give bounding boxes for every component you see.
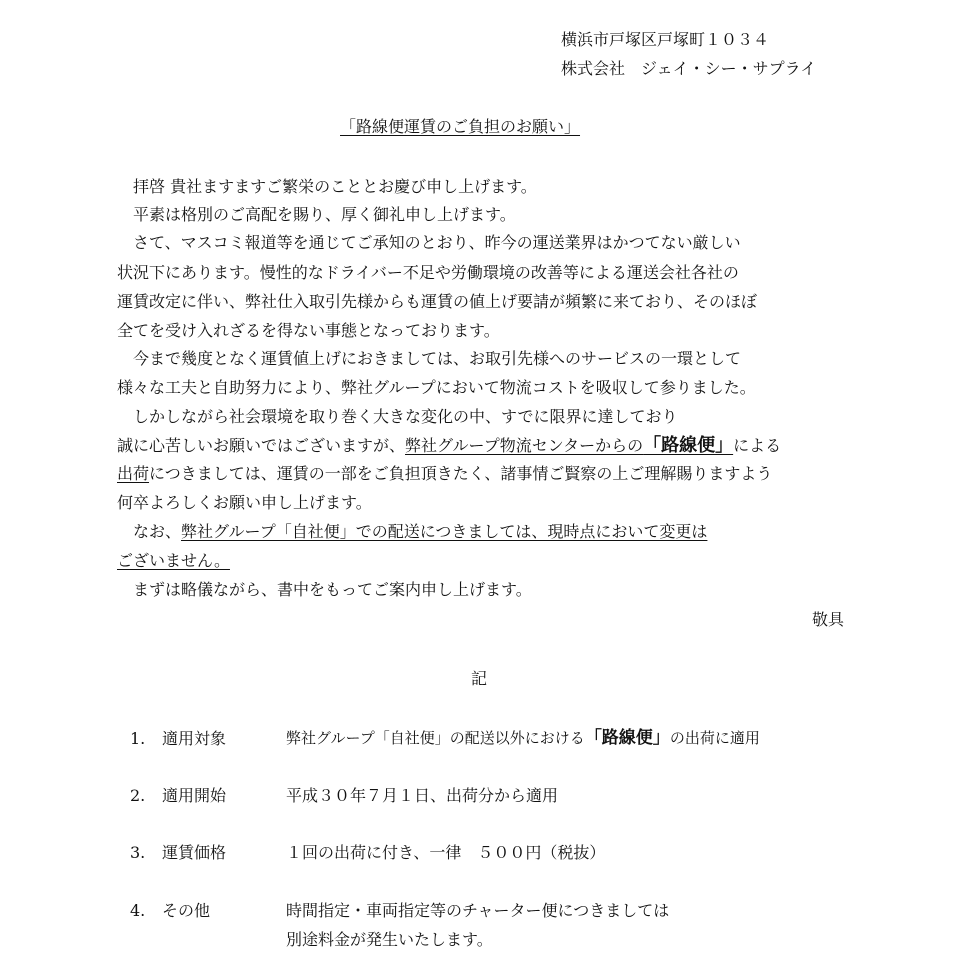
route-delivery-emphasis: 「路線便」 — [643, 435, 734, 456]
item-text — [286, 730, 760, 747]
body-line-15: まずは略儀ながら、書中をもってご案内申し上げます。 — [117, 580, 532, 599]
item-text-part-3: の出荷に適用 — [669, 729, 760, 747]
sender-company: 株式会社 ジェイ・シー・サプライ — [561, 59, 817, 78]
body-line-10 — [117, 437, 781, 455]
item-text: １回の出荷に付き、一律 ５００円（税抜） — [286, 843, 606, 862]
body-line-7: 今まで幾度となく運賃値上げにおきましては、お取引先様へのサービスの一環として — [117, 349, 742, 368]
body-line-5: 運賃改定に伴い、弊社仕入取引先様からも運賃の値上げ要請が頻繁に来ており、そのほぼ — [117, 292, 758, 311]
body-line-11 — [117, 466, 772, 482]
item-text-line-2: 別途料金が発生いたします。 — [286, 930, 493, 949]
body-line-11-underlined: 出荷 — [117, 464, 150, 483]
body-line-13-underlined: 弊社グループ「自社便」での配送につきましては、現時点において変更は — [181, 522, 708, 541]
body-line-13 — [117, 524, 707, 540]
document-title: 「路線便運賃のご負担のお願い」 — [340, 117, 581, 136]
body-line-2: 平素は格別のご高配を賜り、厚く御礼申し上げます。 — [117, 205, 516, 224]
body-line-10-underlined: 弊社グループ物流センターからの — [405, 436, 644, 455]
item-text: 時間指定・車両指定等のチャーター便につきましては — [286, 901, 670, 920]
item-text-emphasis: 「路線便」 — [584, 728, 670, 748]
ki-heading: 記 — [471, 669, 488, 688]
body-line-9: しかしながら社会環境を取り巻く大きな変化の中、すでに限界に達しており — [117, 407, 678, 426]
item-text: 平成３０年７月１日、出荷分から適用 — [286, 786, 559, 805]
item-label: その他 — [162, 901, 211, 920]
item-number: 3. — [130, 843, 146, 862]
item-label: 適用対象 — [162, 729, 227, 748]
body-line-4: 状況下にあります。慢性的なドライバー不足や労働環境の改善等による運送会社各社の — [117, 263, 739, 282]
sender-address: 横浜市戸塚区戸塚町１０３４ — [561, 30, 770, 49]
body-line-6: 全てを受け入れざるを得ない事態となっております。 — [117, 321, 500, 340]
body-line-10-part-1: 誠に心苦しいお願いではございますが、 — [117, 436, 406, 455]
item-label: 運賃価格 — [162, 843, 227, 862]
body-line-8: 様々な工夫と自助努力により、弊社グループにおいて物流コストを吸収して参りました。 — [117, 378, 756, 397]
item-text-part-1: 弊社グループ「自社便」の配送以外における — [286, 729, 585, 747]
body-line-12: 何卒よろしくお願い申し上げます。 — [117, 493, 372, 512]
body-line-3: さて、マスコミ報道等を通じてご承知のとおり、昨今の運送業界はかつてない厳しい — [117, 233, 741, 252]
body-line-11-rest: につきましては、運賃の一部をご負担頂きたく、諸事情ご賢察の上ご理解賜りますよう — [149, 464, 773, 483]
item-number: 4. — [130, 901, 146, 920]
item-label: 適用開始 — [162, 786, 227, 805]
body-line-1: 拝啓 貴社ますますご繁栄のこととお慶び申し上げます。 — [117, 177, 537, 196]
closing-keigu: 敬具 — [812, 610, 845, 629]
body-line-14: ございません。 — [117, 551, 230, 570]
body-line-13-prefix: なお、 — [117, 522, 182, 541]
item-number: 1. — [130, 729, 146, 748]
item-number: 2. — [130, 786, 146, 805]
body-line-10-part-4: による — [733, 436, 782, 455]
